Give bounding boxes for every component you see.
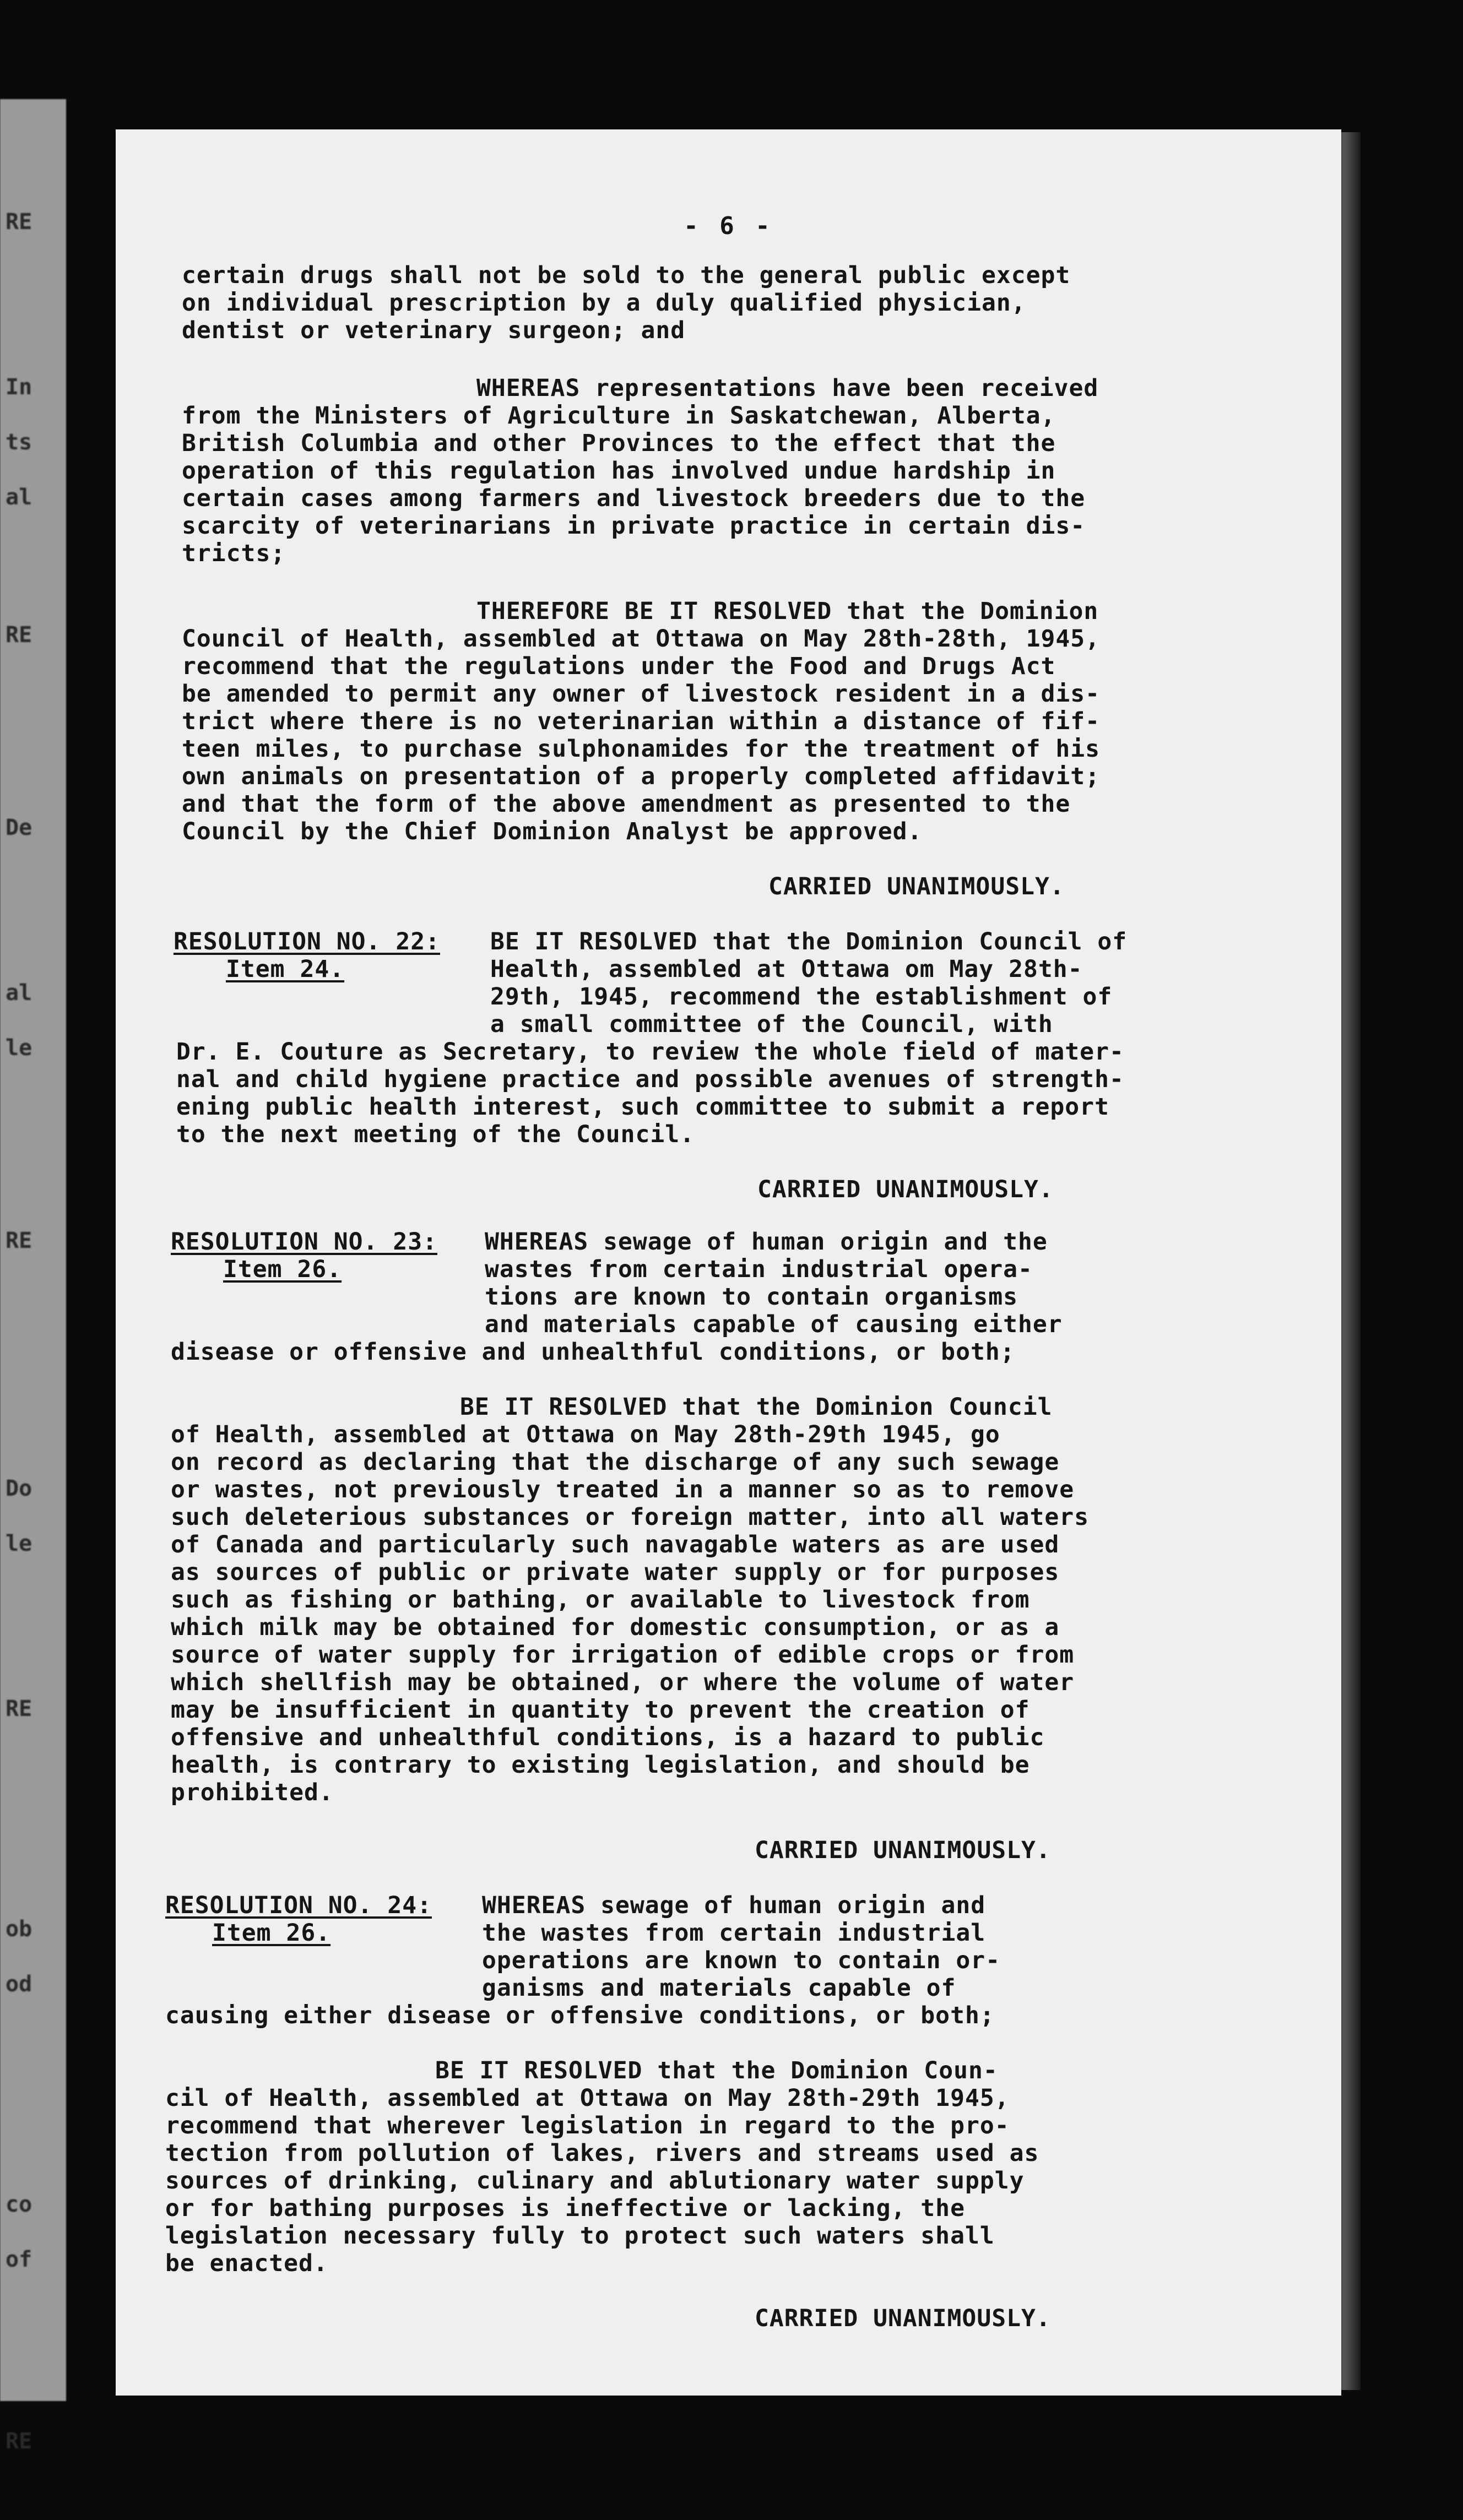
text-line: tection from pollution of lakes, rivers and streams used as	[165, 2139, 1039, 2167]
document-page	[116, 129, 1341, 2396]
text-line: from the Ministers of Agriculture in Saskatchewan, Alberta,	[182, 402, 1056, 430]
carried-unanimously-4: CARRIED UNANIMOUSLY.	[755, 2305, 1051, 2332]
text-line: own animals on presentation of a properly completed affidavit;	[182, 763, 1101, 790]
text-line: causing either disease or offensive conditions, or both;	[165, 2002, 995, 2029]
text-line: WHEREAS representations have been received	[476, 374, 1099, 402]
text-line: wastes from certain industrial opera-	[485, 1256, 1033, 1283]
text-line: recommend that wherever legislation in regard to the pro-	[165, 2112, 1010, 2139]
text-line: operations are known to contain or-	[482, 1947, 1001, 1974]
text-line: certain cases among farmers and livestock breeders due to the	[182, 485, 1086, 512]
text-line: BE IT RESOLVED that the Dominion Council	[460, 1393, 1053, 1421]
page-number: - 6 -	[684, 212, 773, 240]
text-line: tricts;	[182, 540, 286, 567]
right-page-edge	[1339, 132, 1361, 2390]
text-line: of Health, assembled at Ottawa on May 28th-29th 1945, go	[171, 1421, 1000, 1448]
text-line: British Columbia and other Provinces to the effect that the	[182, 430, 1056, 457]
text-line: cil of Health, assembled at Ottawa on May 28th-29th 1945,	[165, 2084, 1010, 2112]
text-line: the wastes from certain industrial	[482, 1919, 986, 1947]
text-line: which milk may be obtained for domestic consumption, or as a	[171, 1614, 1060, 1641]
text-line: sources of drinking, culinary and ablutionary water supply	[165, 2167, 1025, 2195]
text-line: prohibited.	[171, 1779, 334, 1806]
text-line: legislation necessary fully to protect such waters shall	[165, 2222, 995, 2250]
text-line: be enacted.	[165, 2250, 328, 2277]
text-line: WHEREAS sewage of human origin and the	[485, 1228, 1048, 1256]
resolution-22-title: RESOLUTION NO. 22:	[174, 928, 440, 955]
resolution-23-title: RESOLUTION NO. 23:	[171, 1228, 437, 1256]
carried-unanimously-3: CARRIED UNANIMOUSLY.	[755, 1837, 1051, 1864]
resolution-22-item: Item 24.	[226, 955, 345, 983]
resolution-23-item: Item 26.	[223, 1256, 342, 1283]
text-line: health, is contrary to existing legislation, and should be	[171, 1751, 1030, 1779]
text-line: tions are known to contain organisms	[485, 1283, 1018, 1311]
text-line: ganisms and materials capable of	[482, 1974, 956, 2002]
text-line: and materials capable of causing either	[485, 1311, 1063, 1338]
text-line: ening public health interest, such committee to submit a report	[176, 1093, 1109, 1121]
text-line: a small committee of the Council, with	[490, 1011, 1053, 1038]
text-line: Health, assembled at Ottawa om May 28th-	[490, 955, 1083, 983]
text-line: be amended to permit any owner of livestock resident in a dis-	[182, 680, 1101, 708]
carried-unanimously-2: CARRIED UNANIMOUSLY.	[757, 1176, 1054, 1203]
text-line: offensive and unhealthful conditions, is a hazard to public	[171, 1724, 1045, 1751]
text-line: Council of Health, assembled at Ottawa on May 28th-28th, 1945,	[182, 625, 1101, 653]
text-line: certain drugs shall not be sold to the general public except	[182, 262, 1071, 289]
text-line: 29th, 1945, recommend the establishment of	[490, 983, 1113, 1011]
text-line: Council by the Chief Dominion Analyst be approved.	[182, 818, 923, 845]
text-line: or wastes, not previously treated in a manner so as to remove	[171, 1476, 1075, 1503]
text-line: as sources of public or private water supply or for purposes	[171, 1558, 1060, 1586]
resolution-24-item: Item 26.	[212, 1919, 331, 1947]
underlying-page-edge: RE In ts al RE De al le RE Do le RE ob od co of RE	[0, 99, 66, 2401]
text-line: dentist or veterinary surgeon; and	[182, 317, 686, 344]
text-line: trict where there is no veterinarian within a distance of fif-	[182, 708, 1101, 735]
text-line: recommend that the regulations under the Food and Drugs Act	[182, 653, 1056, 680]
resolution-24-title: RESOLUTION NO. 24:	[165, 1892, 432, 1919]
text-line: on individual prescription by a duly qualified physician,	[182, 289, 1026, 317]
text-line: such deleterious substances or foreign matter, into all waters	[171, 1503, 1090, 1531]
text-line: THEREFORE BE IT RESOLVED that the Dominion	[476, 598, 1099, 625]
carried-unanimously-1: CARRIED UNANIMOUSLY.	[768, 873, 1065, 900]
text-line: of Canada and particularly such navagable waters as are used	[171, 1531, 1060, 1558]
text-line: may be insufficient in quantity to prevent the creation of	[171, 1696, 1030, 1724]
text-line: WHEREAS sewage of human origin and	[482, 1892, 986, 1919]
text-line: disease or offensive and unhealthful conditions, or both;	[171, 1338, 1015, 1366]
text-line: which shellfish may be obtained, or where the volume of water	[171, 1669, 1075, 1696]
text-line: nal and child hygiene practice and possible avenues of strength-	[176, 1066, 1124, 1093]
text-line: Dr. E. Couture as Secretary, to review the whole field of mater-	[176, 1038, 1124, 1066]
text-line: BE IT RESOLVED that the Dominion Coun-	[435, 2057, 998, 2084]
text-line: on record as declaring that the discharge of any such sewage	[171, 1448, 1060, 1476]
text-line: scarcity of veterinarians in private practice in certain dis-	[182, 512, 1086, 540]
text-line: to the next meeting of the Council.	[176, 1121, 695, 1148]
text-line: or for bathing purposes is ineffective or lacking, the	[165, 2195, 965, 2222]
text-line: such as fishing or bathing, or available to livestock from	[171, 1586, 1030, 1614]
text-line: teen miles, to purchase sulphonamides for the treatment of his	[182, 735, 1101, 763]
text-line: operation of this regulation has involved undue hardship in	[182, 457, 1056, 485]
text-line: BE IT RESOLVED that the Dominion Council of	[490, 928, 1128, 955]
text-line: source of water supply for irrigation of edible crops or from	[171, 1641, 1075, 1669]
text-line: and that the form of the above amendment as presented to the	[182, 790, 1071, 818]
